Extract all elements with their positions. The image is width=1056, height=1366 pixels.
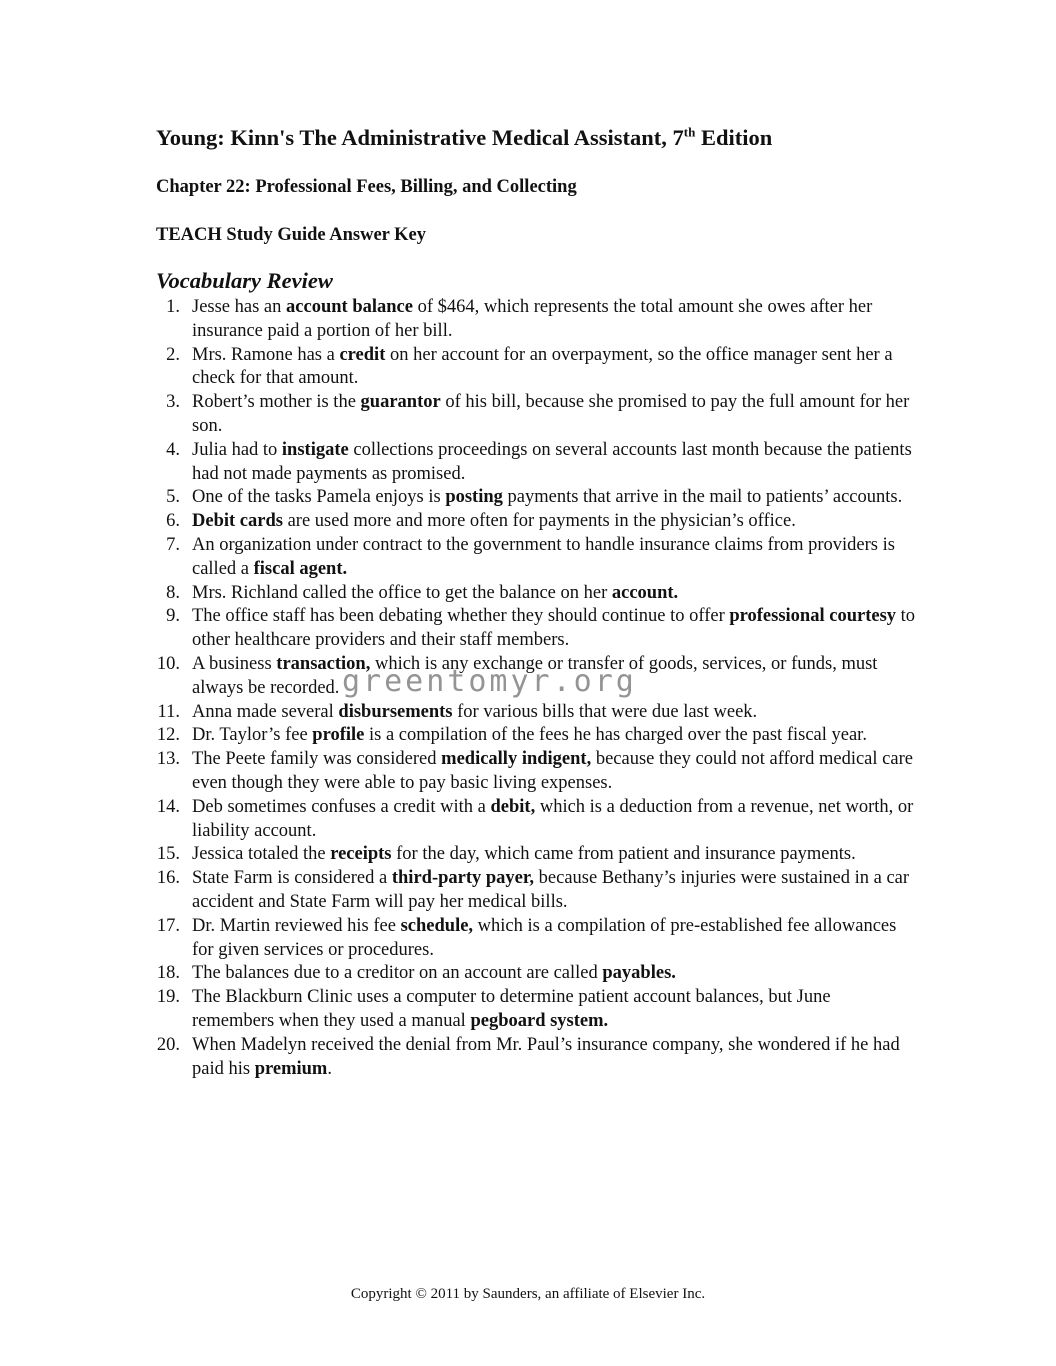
item-number: 15. bbox=[156, 844, 180, 865]
vocabulary-item bbox=[156, 439, 916, 487]
watermark-text: greentomyr.org bbox=[342, 664, 637, 699]
vocabulary-item bbox=[156, 534, 916, 582]
item-text-after: because Bethany’s injuries were sustained in a car accident and State Farm will pay her medical bills. bbox=[192, 868, 910, 912]
item-number: 6. bbox=[166, 511, 180, 532]
item-text-after: for the day, which came from patient and insurance payments. bbox=[391, 844, 856, 865]
item-number: 12. bbox=[156, 725, 180, 746]
item-text-before: One of the tasks Pamela enjoys is bbox=[192, 487, 446, 508]
copyright-footer: Copyright © 2011 by Saunders, an affiliate of Elsevier Inc. bbox=[350, 1286, 706, 1302]
item-number: 5. bbox=[166, 487, 180, 508]
item-text-before: Jesse has an bbox=[192, 297, 287, 317]
item-text-before: Jessica totaled the bbox=[192, 844, 331, 865]
chapter-heading: Chapter 22: Professional Fees, Billing, and Collecting bbox=[156, 177, 577, 197]
vocabulary-item bbox=[156, 391, 916, 439]
item-text-after: on her account for an overpayment, so the office manager sent her a check for that amount. bbox=[192, 344, 893, 389]
item-text-after: of $464, which represents the total amount she owes after her insurance paid a portion of her bill. bbox=[192, 297, 873, 341]
vocabulary-term: transaction, bbox=[276, 653, 371, 674]
item-number: 16. bbox=[156, 868, 180, 889]
vocabulary-term: schedule, bbox=[400, 915, 474, 936]
vocabulary-term: pegboard system. bbox=[470, 1010, 609, 1031]
item-text-after: for various bills that were due last week. bbox=[452, 701, 758, 722]
guide-heading: TEACH Study Guide Answer Key bbox=[156, 225, 427, 245]
item-number: 3. bbox=[166, 392, 180, 413]
item-text-after: which is a deduction from a revenue, net worth, or liability account. bbox=[192, 796, 914, 841]
vocabulary-term: debit, bbox=[490, 796, 536, 817]
item-text-before: The Peete family was considered bbox=[192, 749, 442, 770]
vocabulary-term: Debit cards bbox=[192, 511, 283, 532]
vocabulary-term: receipts bbox=[330, 844, 392, 865]
vocabulary-item bbox=[156, 724, 916, 748]
item-text-before: The balances due to a creditor on an account are called bbox=[192, 963, 603, 984]
item-text-after: which is a compilation of pre-established fee allowances for given services or procedures. bbox=[192, 915, 897, 960]
vocabulary-item bbox=[156, 867, 916, 915]
item-text-before: The office staff has been debating whether they should continue to offer bbox=[192, 606, 730, 627]
item-text-after: to other healthcare providers and their staff members. bbox=[192, 606, 916, 651]
item-number: 20. bbox=[156, 1034, 180, 1055]
item-text-before: Mrs. Ramone has a bbox=[192, 344, 340, 365]
item-text-before: Dr. Taylor’s fee bbox=[192, 725, 313, 746]
title-end: Edition bbox=[695, 125, 773, 150]
item-text-before: State Farm is considered a bbox=[192, 868, 392, 889]
vocabulary-item bbox=[156, 510, 916, 534]
vocabulary-term: disbursements bbox=[338, 701, 453, 722]
item-text-before: Julia had to bbox=[192, 439, 282, 460]
item-number: 7. bbox=[166, 534, 180, 555]
item-number: 8. bbox=[166, 582, 180, 603]
vocabulary-item bbox=[156, 962, 916, 986]
vocabulary-term: professional courtesy bbox=[729, 606, 897, 627]
item-text-before: Robert’s mother is the bbox=[192, 392, 361, 413]
item-text-after: which is any exchange or transfer of goods, services, or funds, must always be recorded. bbox=[192, 653, 878, 698]
item-text-after: because they could not afford medical care even though they were able to pay basic living expenses. bbox=[192, 749, 913, 793]
item-text-after: of his bill, because she promised to pay the full amount for her son. bbox=[192, 392, 910, 436]
vocabulary-item bbox=[156, 296, 916, 344]
item-text-after: collections proceedings on several accounts last month because the patients had not made payments as promised. bbox=[192, 439, 912, 484]
item-number: 4. bbox=[166, 439, 180, 460]
item-number: 13. bbox=[156, 749, 180, 770]
vocabulary-item bbox=[156, 653, 916, 701]
item-text-before: The Blackburn Clinic uses a computer to determine patient account balances, but June remembers when they used a manual bbox=[192, 987, 831, 1031]
item-number: 1. bbox=[166, 297, 180, 317]
vocabulary-item bbox=[156, 748, 916, 796]
item-text-before: A business bbox=[192, 653, 277, 674]
item-number: 19. bbox=[156, 987, 180, 1008]
vocabulary-term: profile bbox=[312, 725, 365, 746]
document-page bbox=[156, 118, 916, 1081]
vocabulary-term: account. bbox=[611, 582, 679, 603]
item-text-before: When Madelyn received the denial from Mr. Paul’s insurance company, she wondered if he had paid his bbox=[192, 1034, 900, 1079]
item-number: 9. bbox=[166, 606, 180, 627]
vocabulary-term: guarantor bbox=[360, 392, 441, 413]
vocabulary-term: medically indigent, bbox=[441, 749, 592, 770]
item-text-after: . bbox=[327, 1058, 332, 1079]
vocabulary-item bbox=[156, 1034, 916, 1082]
title-superscript: th bbox=[683, 124, 696, 140]
item-number: 17. bbox=[156, 915, 180, 936]
vocabulary-term: credit bbox=[339, 344, 386, 365]
vocabulary-term: payables. bbox=[602, 963, 676, 984]
item-text-after: payments that arrive in the mail to patients’ accounts. bbox=[502, 487, 903, 508]
vocabulary-term: instigate bbox=[281, 439, 349, 460]
vocabulary-item bbox=[156, 344, 916, 392]
vocabulary-item bbox=[156, 486, 916, 510]
item-number: 10. bbox=[156, 653, 180, 674]
document-title bbox=[156, 118, 916, 158]
vocabulary-item bbox=[156, 915, 916, 963]
vocabulary-item bbox=[156, 843, 916, 867]
vocabulary-term: account balance bbox=[286, 297, 413, 317]
vocabulary-term: fiscal agent. bbox=[253, 558, 348, 579]
vocabulary-item bbox=[156, 582, 916, 606]
vocabulary-item bbox=[156, 986, 916, 1034]
item-number: 11. bbox=[157, 701, 180, 722]
vocabulary-item bbox=[156, 701, 916, 725]
vocabulary-item bbox=[156, 796, 916, 844]
item-number: 2. bbox=[166, 344, 180, 365]
section-heading: Vocabulary Review bbox=[156, 268, 333, 293]
item-number: 14. bbox=[156, 796, 180, 817]
item-number: 18. bbox=[156, 963, 180, 984]
item-text-before: Mrs. Richland called the office to get the balance on her bbox=[192, 582, 612, 603]
item-text-before: Dr. Martin reviewed his fee bbox=[192, 915, 401, 936]
title-main: Young: Kinn's The Administrative Medical Assistant, 7 bbox=[156, 125, 684, 150]
vocabulary-term: premium bbox=[254, 1058, 328, 1079]
item-text-after: is a compilation of the fees he has charged over the past fiscal year. bbox=[364, 725, 867, 746]
item-text-before: Deb sometimes confuses a credit with a bbox=[192, 796, 491, 817]
vocabulary-item bbox=[156, 605, 916, 653]
vocabulary-term: posting bbox=[445, 487, 503, 508]
item-text-before: Anna made several bbox=[192, 701, 339, 722]
vocabulary-list bbox=[156, 296, 916, 1081]
item-text-after: are used more and more often for payments in the physician’s office. bbox=[282, 511, 796, 532]
item-text-before: An organization under contract to the government to handle insurance claims from providers is called a bbox=[192, 534, 895, 579]
vocabulary-term: third-party payer, bbox=[391, 868, 535, 889]
